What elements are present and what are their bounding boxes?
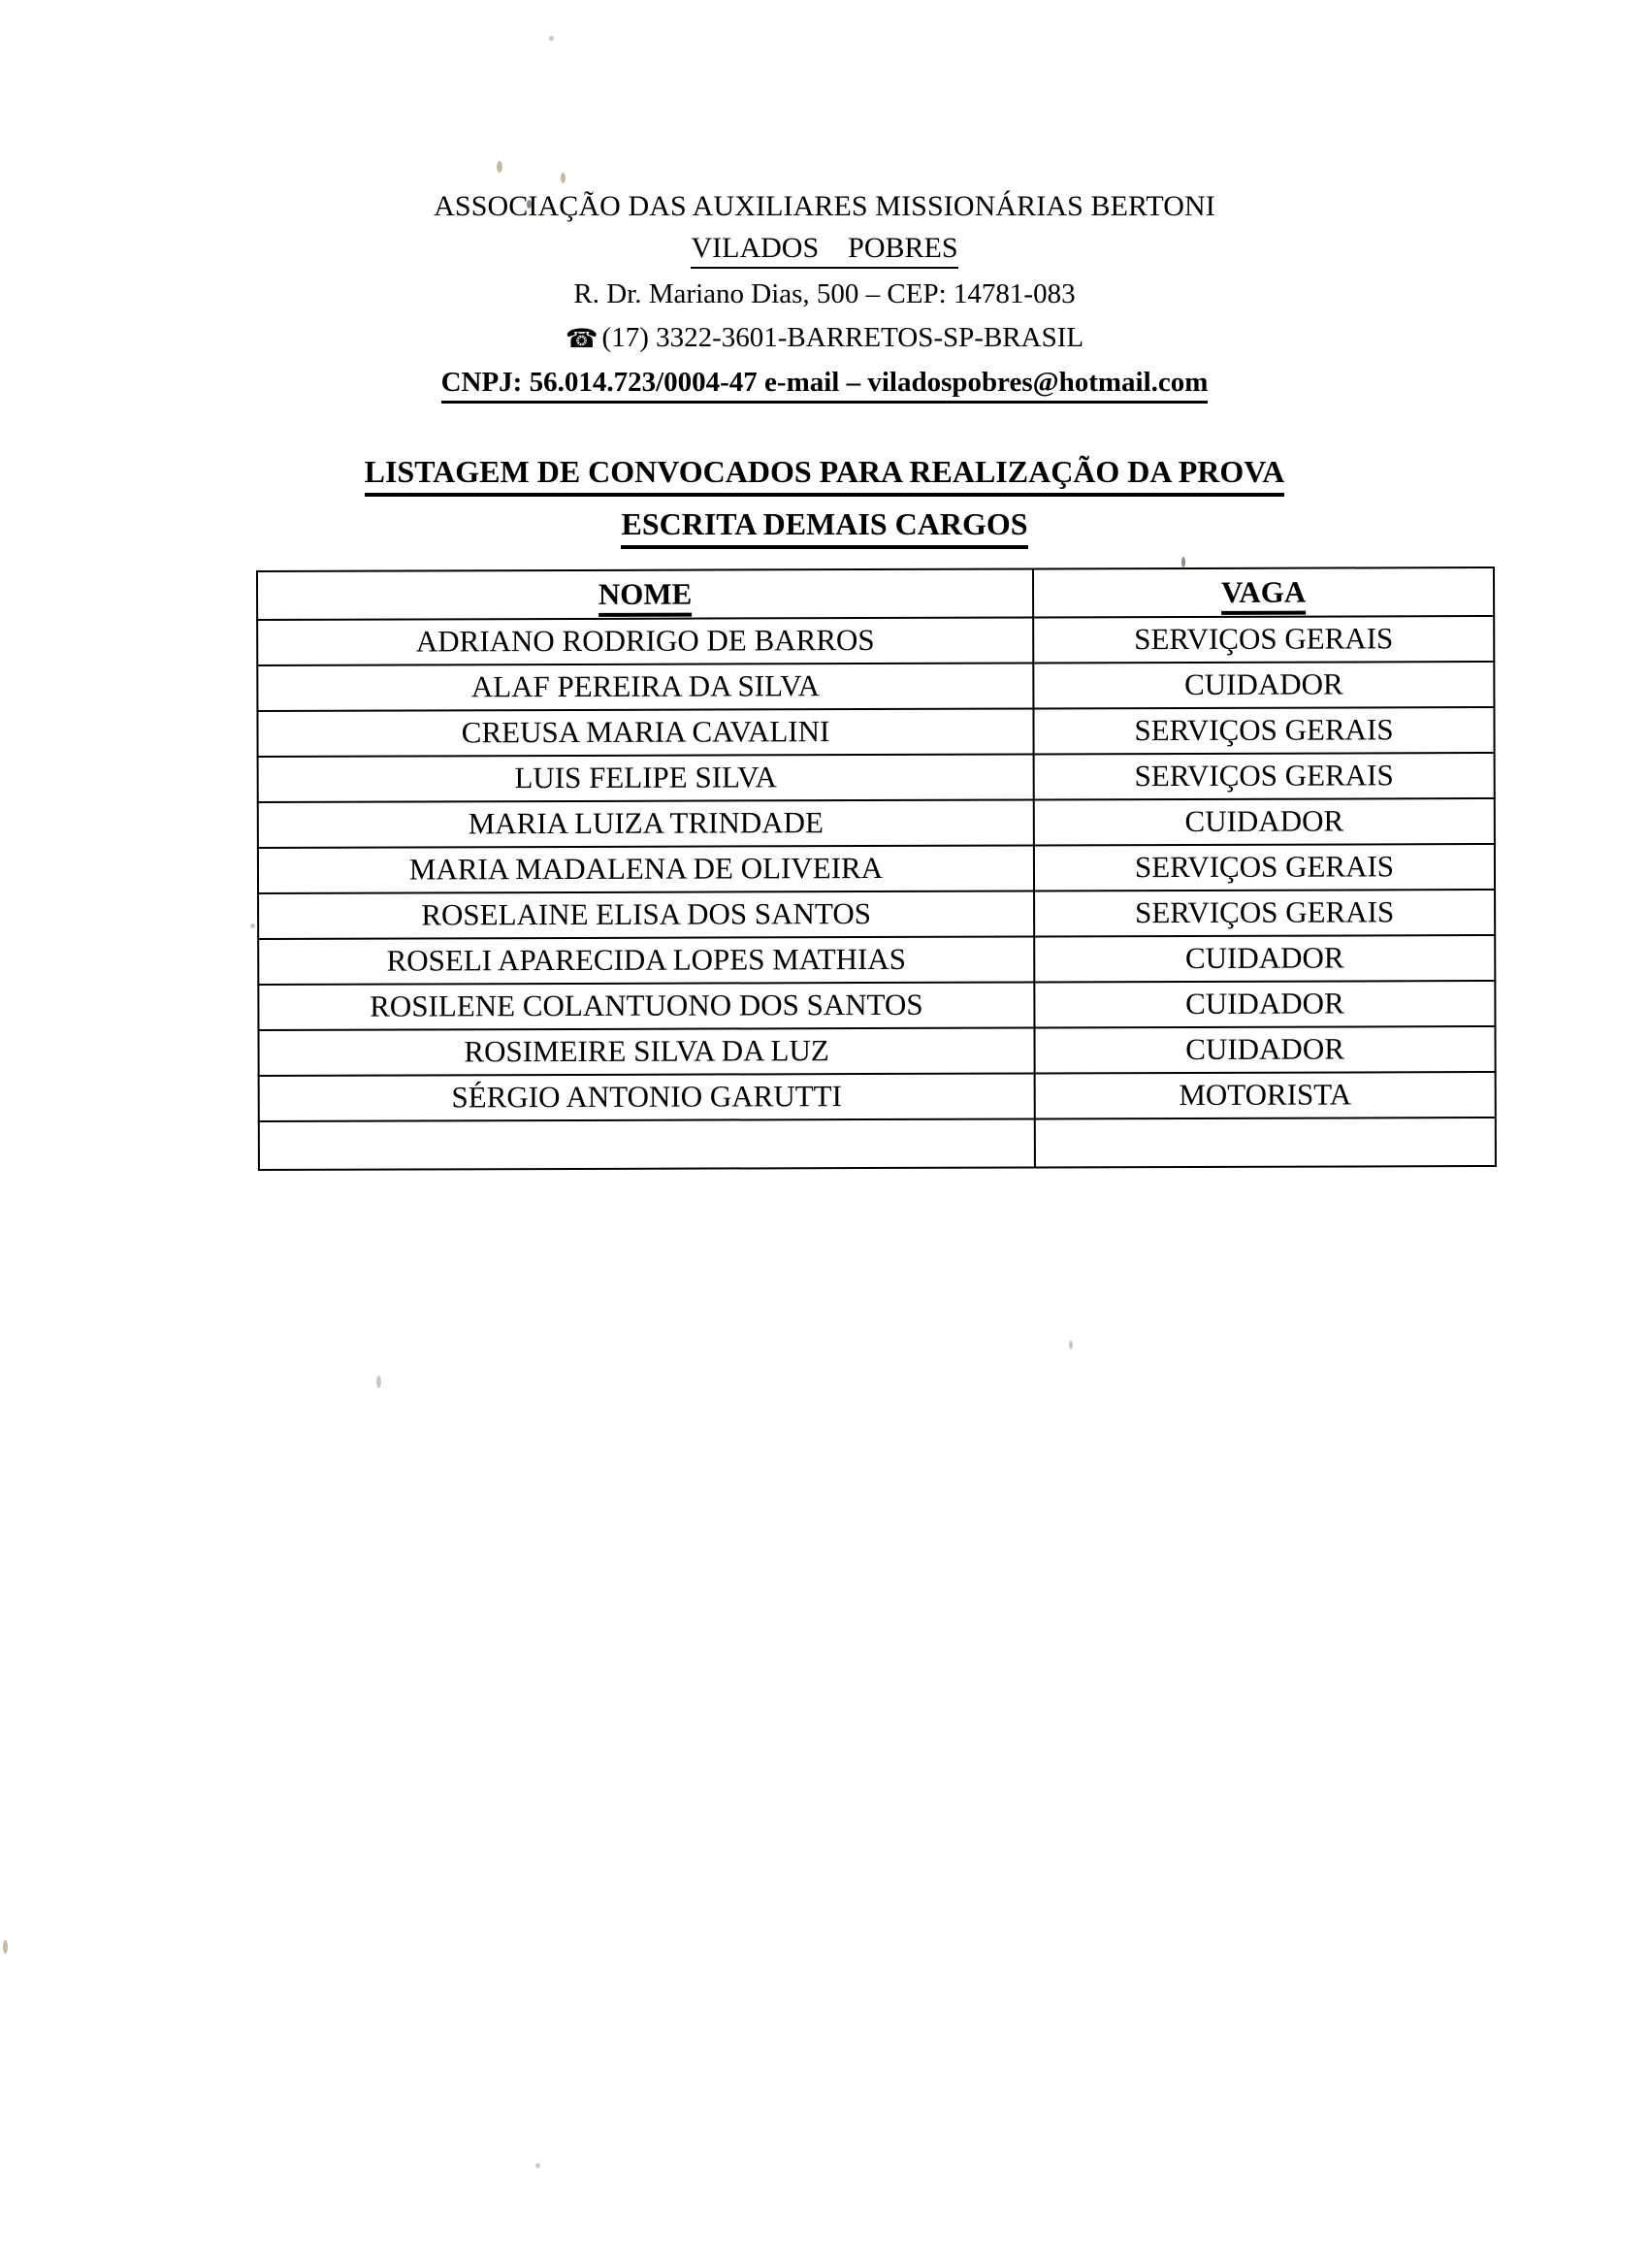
scan-speck bbox=[535, 2163, 540, 2168]
document-title-line-1 bbox=[0, 456, 1649, 487]
cell-vaga: CUIDADOR bbox=[1033, 662, 1494, 708]
scan-speck bbox=[376, 1376, 381, 1388]
document-title-line-2-text: ESCRITA DEMAIS CARGOS bbox=[621, 506, 1027, 549]
cell-nome: MARIA MADALENA DE OLIVEIRA bbox=[258, 845, 1034, 893]
cell-vaga: SERVIÇOS GERAIS bbox=[1034, 844, 1495, 891]
table-row bbox=[258, 1026, 1495, 1076]
cell-nome: LUIS FELIPE SILVA bbox=[258, 754, 1034, 802]
organization-name: ASSOCIAÇÃO DAS AUXILIARES MISSIONÁRIAS BERTONI bbox=[434, 190, 1215, 222]
scan-speck bbox=[1181, 557, 1185, 567]
table-row bbox=[258, 935, 1495, 985]
column-header-vaga-text: VAGA bbox=[1221, 574, 1306, 614]
scan-speck bbox=[497, 161, 502, 173]
document-title bbox=[0, 456, 1649, 539]
table-header-row bbox=[257, 567, 1494, 620]
cell-nome: ALAF PEREIRA DA SILVA bbox=[257, 663, 1033, 711]
cell-vaga: SERVIÇOS GERAIS bbox=[1034, 753, 1495, 799]
cell-vaga: CUIDADOR bbox=[1034, 935, 1495, 982]
table-row bbox=[258, 798, 1495, 848]
scan-speck bbox=[3, 1940, 8, 1954]
column-header-nome-text: NOME bbox=[598, 576, 693, 616]
scan-speck bbox=[250, 923, 255, 928]
cell-vaga: CUIDADOR bbox=[1034, 798, 1495, 845]
cell-nome: ROSELI APARECIDA LOPES MATHIAS bbox=[258, 936, 1034, 985]
phone-line bbox=[0, 324, 1649, 352]
column-header-vaga bbox=[1033, 567, 1494, 617]
table-row bbox=[258, 753, 1495, 802]
table-row bbox=[258, 981, 1495, 1030]
document-title-line-2 bbox=[0, 508, 1649, 539]
cell-nome: SÉRGIO ANTONIO GARUTTI bbox=[259, 1073, 1035, 1121]
cell-nome: ROSILENE COLANTUONO DOS SANTOS bbox=[258, 982, 1034, 1030]
scan-speck bbox=[549, 36, 554, 41]
cell-nome: ROSIMEIRE SILVA DA LUZ bbox=[258, 1027, 1034, 1076]
document-title-line-1-text: LISTAGEM DE CONVOCADOS PARA REALIZAÇÃO DA PROVA bbox=[365, 454, 1285, 497]
table-row bbox=[257, 616, 1494, 665]
address-line: R. Dr. Mariano Dias, 500 – CEP: 14781-083 bbox=[573, 278, 1076, 309]
table-row bbox=[258, 844, 1495, 893]
listing-table-container bbox=[256, 567, 1495, 1171]
scan-speck bbox=[561, 173, 566, 183]
cell-vaga bbox=[1035, 1118, 1496, 1167]
scan-speck bbox=[1069, 1341, 1073, 1349]
table-row bbox=[257, 662, 1494, 711]
table-row bbox=[258, 890, 1495, 939]
organization-subtitle-text: VILADOS POBRES bbox=[691, 232, 957, 269]
cell-nome: MARIA LUIZA TRINDADE bbox=[258, 799, 1034, 848]
cell-vaga: SERVIÇOS GERAIS bbox=[1033, 707, 1494, 754]
listing-table-body bbox=[257, 616, 1496, 1170]
cell-vaga: MOTORISTA bbox=[1035, 1072, 1496, 1118]
organization-subtitle bbox=[0, 234, 1649, 263]
table-row bbox=[257, 707, 1494, 757]
phone-number: (17) 3322-3601-BARRETOS-SP-BRASIL bbox=[601, 322, 1084, 353]
cell-vaga: CUIDADOR bbox=[1034, 1026, 1495, 1073]
cell-vaga: SERVIÇOS GERAIS bbox=[1034, 890, 1495, 936]
cnpj-email-text: CNPJ: 56.014.723/0004-47 e-mail – viladospobres@hotmail.com bbox=[441, 367, 1209, 404]
listing-table bbox=[256, 567, 1497, 1171]
cell-nome bbox=[259, 1118, 1035, 1170]
cell-vaga: SERVIÇOS GERAIS bbox=[1033, 616, 1494, 663]
cell-nome: CREUSA MARIA CAVALINI bbox=[257, 708, 1033, 757]
letterhead bbox=[0, 192, 1649, 397]
cell-nome: ROSELAINE ELISA DOS SANTOS bbox=[258, 891, 1034, 939]
table-row bbox=[259, 1072, 1496, 1121]
table-row-empty bbox=[259, 1118, 1496, 1170]
column-header-nome bbox=[257, 568, 1033, 620]
cnpj-email-line bbox=[0, 369, 1649, 397]
cell-nome: ADRIANO RODRIGO DE BARROS bbox=[257, 617, 1033, 665]
telephone-icon: ☎ bbox=[565, 324, 598, 353]
cell-vaga: CUIDADOR bbox=[1034, 981, 1495, 1027]
